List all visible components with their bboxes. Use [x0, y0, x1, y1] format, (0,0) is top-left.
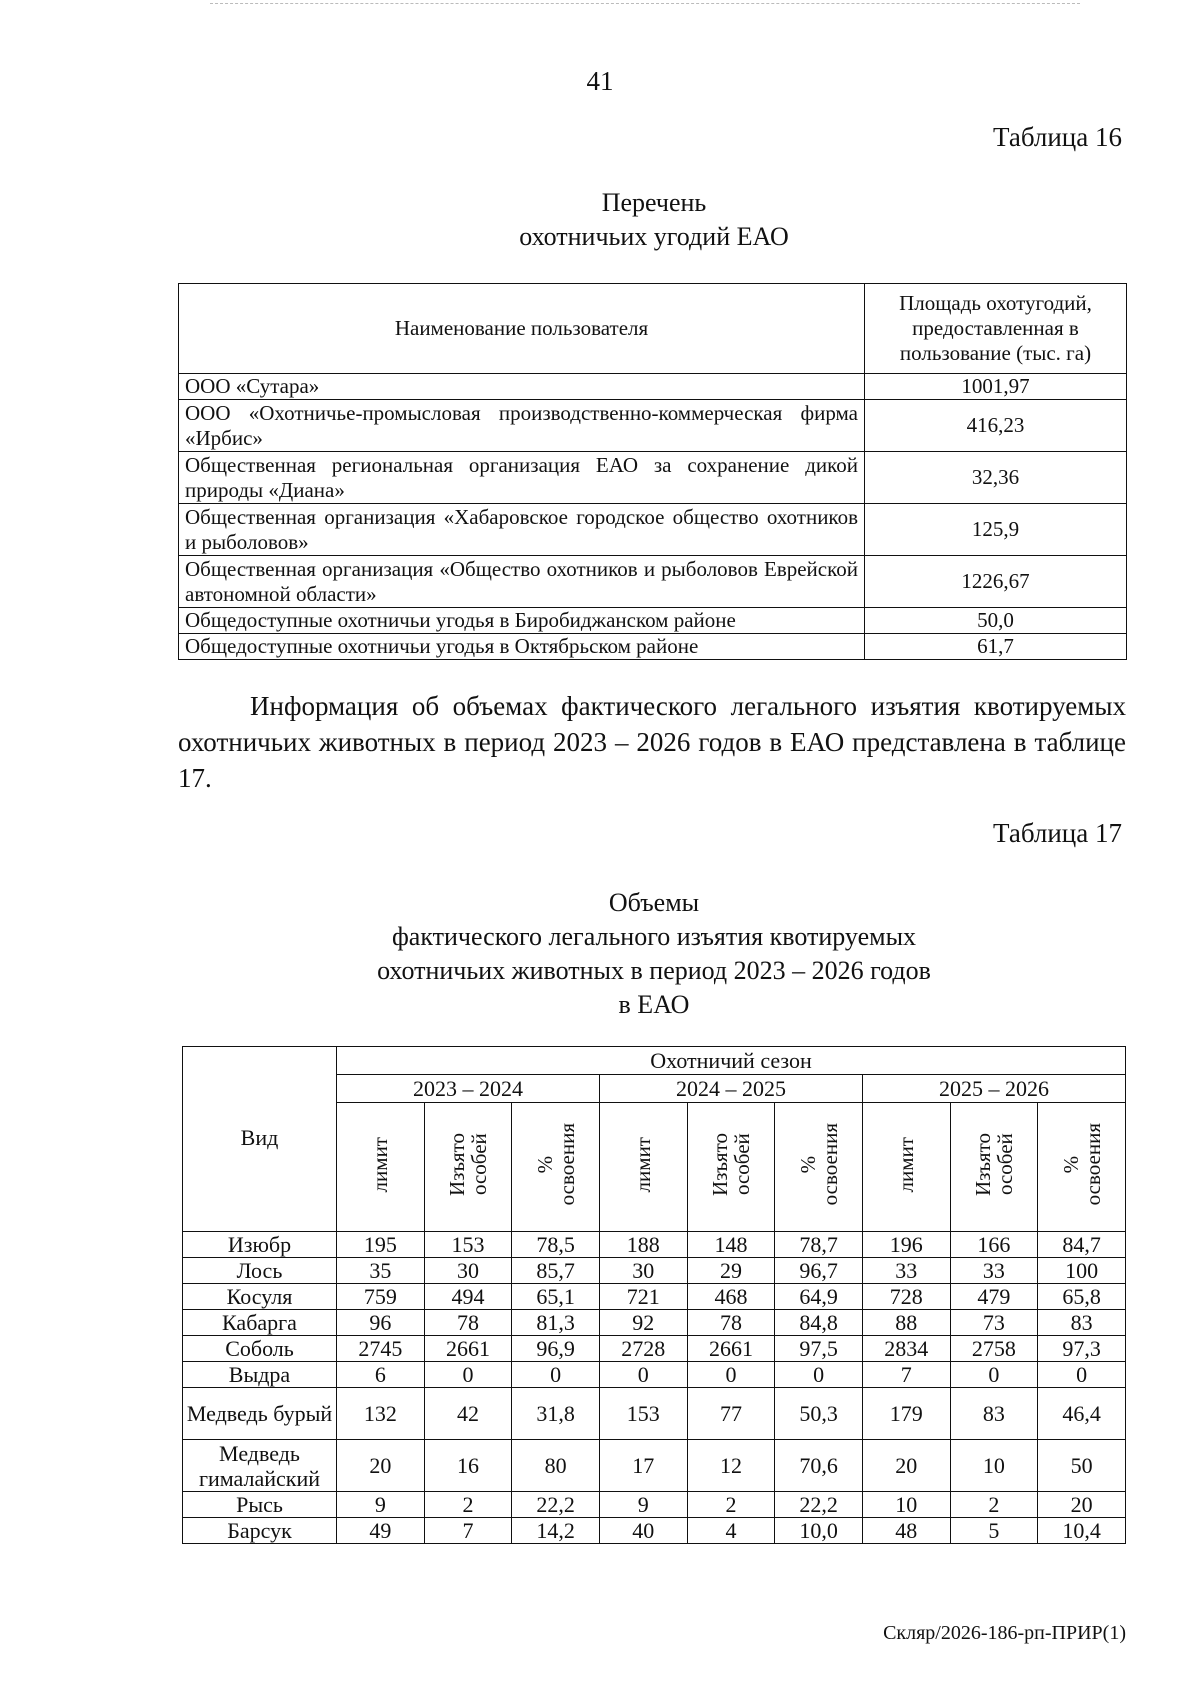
cell-user-name: Общедоступные охотничьи угодья в Биробиджанском районе [179, 608, 865, 634]
table17-label: Таблица 17 [993, 818, 1122, 848]
cell-value: 42 [424, 1388, 512, 1440]
header-subcolumn-label: лимит [894, 1136, 919, 1193]
cell-value: 33 [950, 1258, 1038, 1284]
header-hunting-season: Охотничий сезон [337, 1047, 1126, 1075]
cell-value: 10,0 [775, 1518, 863, 1544]
cell-value: 30 [599, 1258, 687, 1284]
cell-value: 153 [599, 1388, 687, 1440]
header-season: 2024 – 2025 [599, 1075, 862, 1103]
cell-species: Косуля [183, 1284, 337, 1310]
cell-value: 0 [775, 1362, 863, 1388]
cell-value: 96,9 [512, 1336, 600, 1362]
header-subcolumn-label: Изъято особей [444, 1132, 491, 1197]
cell-value: 96,7 [775, 1258, 863, 1284]
cell-value: 81,3 [512, 1310, 600, 1336]
cell-value: 7 [424, 1518, 512, 1544]
table17-caption [0, 886, 1200, 1022]
cell-species: Медведь бурый [183, 1388, 337, 1440]
cell-value: 2834 [862, 1336, 950, 1362]
cell-value: 153 [424, 1232, 512, 1258]
cell-value: 30 [424, 1258, 512, 1284]
cell-value: 2758 [950, 1336, 1038, 1362]
table-row [183, 1440, 1126, 1492]
cell-value: 78,5 [512, 1232, 600, 1258]
table-row [183, 1388, 1126, 1440]
cell-species: Выдра [183, 1362, 337, 1388]
cell-value: 196 [862, 1232, 950, 1258]
table16-label: Таблица 16 [993, 122, 1122, 152]
cell-value: 78,7 [775, 1232, 863, 1258]
cell-value: 12 [687, 1440, 775, 1492]
header-subcolumn [687, 1103, 775, 1232]
table-row [183, 1518, 1126, 1544]
cell-user-name: Общественная организация «Общество охотников и рыболовов Еврейской автономной области» [179, 556, 865, 608]
header-subcolumn [512, 1103, 600, 1232]
cell-value: 88 [862, 1310, 950, 1336]
cell-value: 29 [687, 1258, 775, 1284]
info-paragraph: Информация об объемах фактического легального изъятия квотируемых охотничьих животных в период 2023 – 2026 годов в ЕАО представлена в таблице 17. [178, 691, 1126, 793]
cell-value: 20 [337, 1440, 425, 1492]
table-row [183, 1232, 1126, 1258]
table-header-row [183, 1047, 1126, 1075]
table-row [179, 608, 1127, 634]
cell-area: 50,0 [865, 608, 1127, 634]
header-species: Вид [183, 1047, 337, 1232]
cell-value: 84,7 [1038, 1232, 1126, 1258]
cell-value: 48 [862, 1518, 950, 1544]
cell-value: 85,7 [512, 1258, 600, 1284]
cell-value: 9 [337, 1492, 425, 1518]
cell-value: 78 [687, 1310, 775, 1336]
table-row [179, 374, 1127, 400]
cell-value: 132 [337, 1388, 425, 1440]
header-subcolumn-label: % освоения [532, 1123, 579, 1206]
cell-value: 31,8 [512, 1388, 600, 1440]
table-row [183, 1284, 1126, 1310]
cell-value: 20 [1038, 1492, 1126, 1518]
header-subcolumn [599, 1103, 687, 1232]
cell-value: 20 [862, 1440, 950, 1492]
cell-value: 2745 [337, 1336, 425, 1362]
cell-value: 77 [687, 1388, 775, 1440]
cell-value: 96 [337, 1310, 425, 1336]
header-subcolumn-label: Изъято особей [970, 1132, 1017, 1197]
cell-value: 2728 [599, 1336, 687, 1362]
cell-value: 50 [1038, 1440, 1126, 1492]
header-subcolumn [424, 1103, 512, 1232]
cell-value: 4 [687, 1518, 775, 1544]
cell-value: 9 [599, 1492, 687, 1518]
cell-value: 83 [950, 1388, 1038, 1440]
cell-value: 40 [599, 1518, 687, 1544]
cell-area: 61,7 [865, 634, 1127, 660]
header-subcolumn [950, 1103, 1038, 1232]
cell-value: 14,2 [512, 1518, 600, 1544]
table17-caption-line4: в ЕАО [618, 990, 690, 1019]
header-subcolumn-label: % освоения [795, 1123, 842, 1206]
cell-area: 125,9 [865, 504, 1127, 556]
cell-area: 416,23 [865, 400, 1127, 452]
page-number: 41 [586, 66, 614, 96]
cell-value: 0 [687, 1362, 775, 1388]
header-user-name: Наименование пользователя [179, 284, 865, 374]
header-subcolumn [1038, 1103, 1126, 1232]
table16-caption-line1: Перечень [601, 188, 707, 217]
cell-value: 5 [950, 1518, 1038, 1544]
cell-value: 49 [337, 1518, 425, 1544]
cell-value: 2 [950, 1492, 1038, 1518]
cell-value: 148 [687, 1232, 775, 1258]
scan-artifact-line [210, 3, 1080, 4]
cell-value: 35 [337, 1258, 425, 1284]
cell-species: Медведь гималайский [183, 1440, 337, 1492]
cell-value: 16 [424, 1440, 512, 1492]
cell-value: 83 [1038, 1310, 1126, 1336]
cell-value: 0 [950, 1362, 1038, 1388]
cell-value: 0 [512, 1362, 600, 1388]
cell-value: 0 [1038, 1362, 1126, 1388]
cell-value: 17 [599, 1440, 687, 1492]
table17-caption-line1: Объемы [608, 888, 700, 917]
document-footer-code: Скляр/2026-186-рп-ПРИР(1) [883, 1622, 1126, 1644]
cell-value: 64,9 [775, 1284, 863, 1310]
cell-user-name: Общественная организация «Хабаровское городское общество охотников и рыболовов» [179, 504, 865, 556]
cell-user-name: ООО «Сутара» [179, 374, 865, 400]
table-row [179, 504, 1127, 556]
cell-value: 78 [424, 1310, 512, 1336]
cell-value: 494 [424, 1284, 512, 1310]
cell-value: 65,8 [1038, 1284, 1126, 1310]
cell-species: Соболь [183, 1336, 337, 1362]
table-row [179, 400, 1127, 452]
cell-value: 10 [950, 1440, 1038, 1492]
cell-species: Изюбр [183, 1232, 337, 1258]
cell-species: Рысь [183, 1492, 337, 1518]
header-subcolumn-label: лимит [368, 1136, 393, 1193]
cell-value: 468 [687, 1284, 775, 1310]
cell-user-name: ООО «Охотничье-промысловая производственно-коммерческая фирма «Ирбис» [179, 400, 865, 452]
cell-value: 6 [337, 1362, 425, 1388]
header-subcolumn [862, 1103, 950, 1232]
table-row [183, 1492, 1126, 1518]
table-row [183, 1258, 1126, 1284]
cell-species: Кабарга [183, 1310, 337, 1336]
cell-area: 32,36 [865, 452, 1127, 504]
harvest-volumes-table [182, 1046, 1126, 1544]
cell-value: 2661 [687, 1336, 775, 1362]
header-subcolumn-label: Изъято особей [707, 1132, 754, 1197]
cell-value: 22,2 [512, 1492, 600, 1518]
table-row [183, 1310, 1126, 1336]
cell-area: 1226,67 [865, 556, 1127, 608]
header-area: Площадь охотугодий, предоставленная в пользование (тыс. га) [865, 284, 1127, 374]
header-season: 2023 – 2024 [337, 1075, 600, 1103]
header-subcolumn [337, 1103, 425, 1232]
cell-value: 97,3 [1038, 1336, 1126, 1362]
cell-value: 188 [599, 1232, 687, 1258]
cell-value: 97,5 [775, 1336, 863, 1362]
table-row [179, 452, 1127, 504]
table-row [183, 1336, 1126, 1362]
header-subcolumn-label: % освоения [1058, 1123, 1105, 1206]
table-row [179, 634, 1127, 660]
cell-value: 721 [599, 1284, 687, 1310]
cell-value: 50,3 [775, 1388, 863, 1440]
cell-value: 80 [512, 1440, 600, 1492]
table-row [183, 1362, 1126, 1388]
cell-area: 1001,97 [865, 374, 1127, 400]
cell-value: 728 [862, 1284, 950, 1310]
cell-value: 70,6 [775, 1440, 863, 1492]
cell-value: 46,4 [1038, 1388, 1126, 1440]
cell-value: 2661 [424, 1336, 512, 1362]
table17-caption-line2: фактического легального изъятия квотируемых [391, 922, 917, 951]
cell-value: 100 [1038, 1258, 1126, 1284]
cell-value: 2 [687, 1492, 775, 1518]
cell-value: 7 [862, 1362, 950, 1388]
table16-caption [0, 186, 1200, 254]
cell-value: 33 [862, 1258, 950, 1284]
table17-caption-line3: охотничьих животных в период 2023 – 2026 годов [377, 956, 931, 985]
table-row [179, 556, 1127, 608]
cell-value: 166 [950, 1232, 1038, 1258]
cell-value: 2 [424, 1492, 512, 1518]
table-header-row [179, 284, 1127, 374]
cell-species: Лось [183, 1258, 337, 1284]
cell-value: 759 [337, 1284, 425, 1310]
cell-value: 195 [337, 1232, 425, 1258]
cell-value: 179 [862, 1388, 950, 1440]
cell-value: 479 [950, 1284, 1038, 1310]
header-subcolumn-label: лимит [631, 1136, 656, 1193]
table16-caption-line2: охотничьих угодий ЕАО [519, 222, 789, 251]
cell-user-name: Общественная региональная организация ЕАО за сохранение дикой природы «Диана» [179, 452, 865, 504]
hunting-grounds-table [178, 283, 1127, 660]
cell-value: 73 [950, 1310, 1038, 1336]
cell-value: 10 [862, 1492, 950, 1518]
cell-value: 84,8 [775, 1310, 863, 1336]
cell-value: 92 [599, 1310, 687, 1336]
cell-user-name: Общедоступные охотничьи угодья в Октябрьском районе [179, 634, 865, 660]
header-season: 2025 – 2026 [862, 1075, 1125, 1103]
cell-species: Барсук [183, 1518, 337, 1544]
header-subcolumn [775, 1103, 863, 1232]
cell-value: 0 [599, 1362, 687, 1388]
cell-value: 0 [424, 1362, 512, 1388]
cell-value: 22,2 [775, 1492, 863, 1518]
cell-value: 65,1 [512, 1284, 600, 1310]
cell-value: 10,4 [1038, 1518, 1126, 1544]
